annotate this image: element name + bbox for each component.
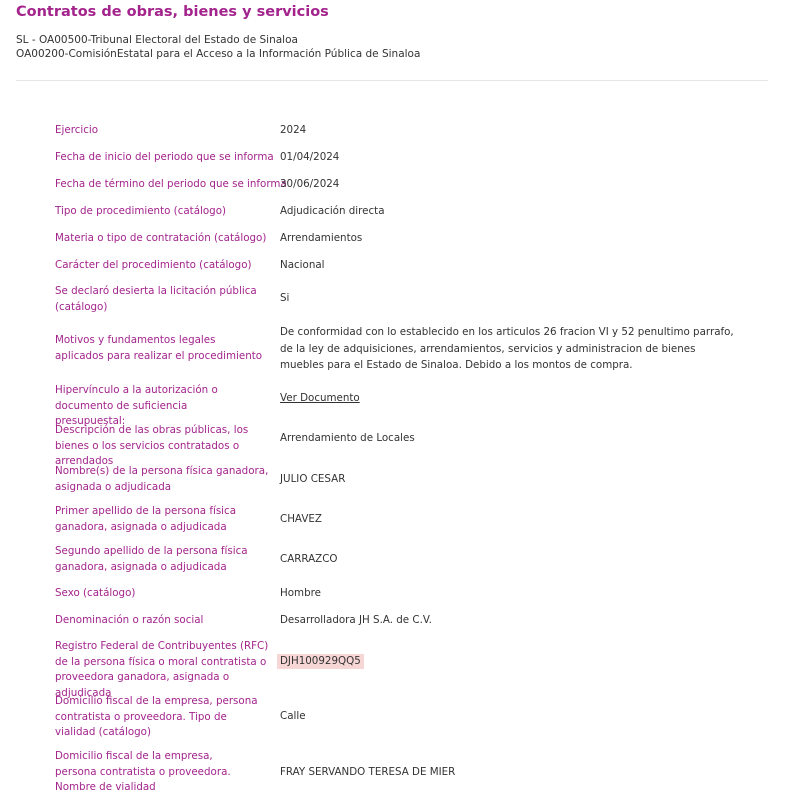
label-caracter: Carácter del procedimiento (catálogo): [55, 259, 252, 271]
label-nombre: Nombre(s) de la persona física ganadora, asignada o adjudicada: [55, 465, 269, 493]
label-segundo-apellido: Segundo apellido de la persona física ganadora, asignada o adjudicada: [55, 545, 248, 573]
entity-line-1: SL - OA00500-Tribunal Electoral del Estado de Sinaloa: [16, 34, 298, 46]
label-tipo-procedimiento: Tipo de procedimiento (catálogo): [55, 205, 227, 217]
ver-documento-link[interactable]: Ver Documento: [280, 392, 360, 404]
value-segundo-apellido: CARRAZCO: [280, 553, 338, 565]
label-descripcion: Descripción de las obras públicas, los bienes o los servicios contratados o arrendados: [55, 424, 249, 467]
value-ejercicio: 2024: [280, 124, 307, 136]
rfc-highlight: DJH100929QQ5: [277, 654, 364, 669]
value-fecha-termino: 30/06/2024: [280, 178, 340, 190]
label-nombre-vialidad: Domicilio fiscal de la empresa, persona contratista o proveedora. Nombre de vialidad: [55, 750, 231, 793]
label-hipervinculo: Hipervínculo a la autorización o documento de suficiencia presupuestal:: [55, 384, 218, 427]
label-rfc: Registro Federal de Contribuyentes (RFC) de la persona física o moral contratista o proveedora ganadora, asignada o adjudicada: [55, 640, 269, 699]
entity-line-2: OA00200-ComisiónEstatal para el Acceso a la Información Pública de Sinaloa: [16, 48, 421, 60]
value-rfc: [280, 653, 740, 670]
value-materia: Arrendamientos: [280, 232, 363, 244]
value-caracter: Nacional: [280, 259, 325, 271]
value-primer-apellido: CHAVEZ: [280, 513, 322, 525]
label-sexo: Sexo (catálogo): [55, 587, 136, 599]
label-desierta: Se declaró desierta la licitación pública (catálogo): [55, 285, 257, 313]
page-title: Contratos de obras, bienes y servicios: [16, 4, 329, 20]
value-hipervinculo: [280, 390, 740, 407]
value-denominacion: Desarrolladora JH S.A. de C.V.: [280, 614, 432, 626]
label-primer-apellido: Primer apellido de la persona física ganadora, asignada o adjudicada: [55, 505, 237, 533]
value-sexo: Hombre: [280, 587, 321, 599]
label-ejercicio: Ejercicio: [55, 124, 99, 136]
value-motivos: De conformidad con lo establecido en los articulos 26 fracion VI y 52 penultimo parrafo, de la ley de adquisiciones, arrendamientos, servicios y administracion de bienes muebles para el Estado de Sinaloa. Debido a los montos de compra.: [280, 326, 734, 371]
label-fecha-termino: Fecha de término del periodo que se informa: [55, 178, 287, 190]
value-tipo-vialidad: Calle: [280, 710, 306, 722]
value-descripcion: Arrendamiento de Locales: [280, 432, 415, 444]
label-fecha-inicio: Fecha de inicio del periodo que se informa: [55, 151, 274, 163]
value-tipo-procedimiento: Adjudicación directa: [280, 205, 385, 217]
label-tipo-vialidad: Domicilio fiscal de la empresa, persona contratista o proveedora. Tipo de vialidad (catálogo): [55, 695, 258, 738]
value-nombre-vialidad: FRAY SERVANDO TERESA DE MIER: [280, 766, 456, 778]
value-nombre: JULIO CESAR: [280, 473, 346, 485]
label-denominacion: Denominación o razón social: [55, 614, 204, 626]
value-fecha-inicio: 01/04/2024: [280, 151, 340, 163]
label-motivos: Motivos y fundamentos legales aplicados para realizar el procedimiento: [55, 334, 263, 362]
value-desierta: Si: [280, 292, 290, 304]
label-materia: Materia o tipo de contratación (catálogo): [55, 232, 267, 244]
